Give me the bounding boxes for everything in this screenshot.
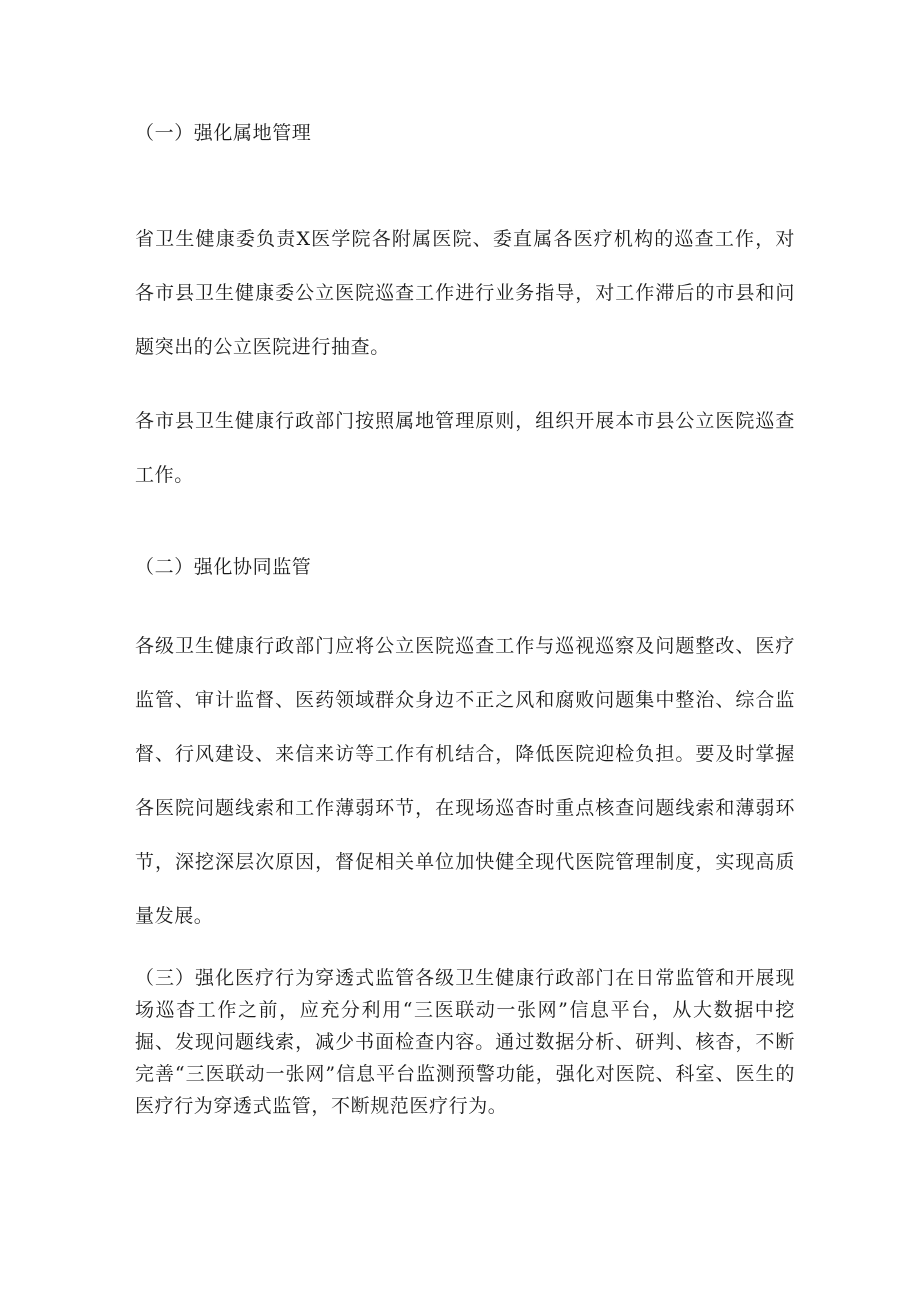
section-1-paragraph-2: 各市县卫生健康行政部门按照属地管理原则，组织开展本市县公立医院巡查工作。 xyxy=(135,410,795,486)
section-3-paragraph-1: （三）强化医疗行为穿透式监管各级卫生健康行政部门在日常监管和开展现场巡杳工作之前，应充分利用“三医联动一张网”信息平台，从大数据中挖掘、发现问题线索，减少书面检查内容。通过数据分析、研判、核杳，不断完善“三医联动一张网”信息平台监测预警功能，强化对医院、科室、医生的医疗行为穿透式监管，不断规范医疗行为。 xyxy=(135,967,795,1117)
section-2-heading: （二）强化协同监管 xyxy=(135,556,312,578)
section-1-heading: （一）强化属地管理 xyxy=(135,122,312,144)
section-2-paragraph-1: 各级卫生健康行政部门应将公立医院巡查工作与巡视巡察及问题整改、医疗监管、审计监督、医药领域群众身边不正之风和腐败问题集中整治、综合监督、行风建设、来信来访等工作有机结合，降低医院迎检负担。要及时掌握各医院问题线索和工作薄弱环节，在现场巡杳时重点核查问题线索和薄弱环节，深挖深层次原因，督促相关单位加快健全现代医院管理制度，实现高质量发展。 xyxy=(135,635,795,927)
section-1-paragraph-1: 省卫生健康委负责X医学院各附属医院、委直属各医疗机构的巡查工作，对各市县卫生健康委公立医院巡查工作进行业务指导，对工作滞后的市县和问题突出的公立医院进行抽查。 xyxy=(135,228,795,358)
